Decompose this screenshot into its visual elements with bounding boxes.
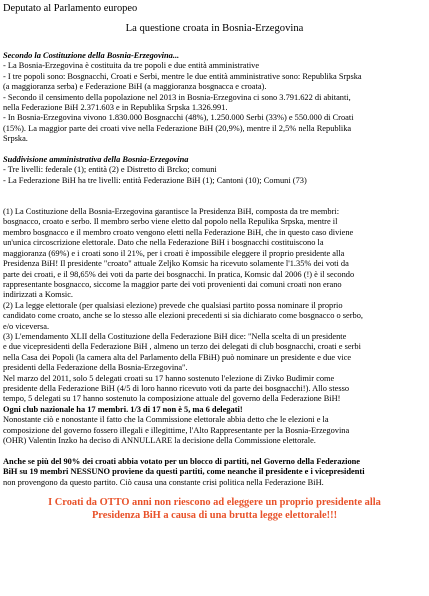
callout-line: I Croati da OTTO anni non riescono ad eleggere un proprio presidente alla xyxy=(48,497,381,509)
p1-line: (1) La Costituzione della Bosnia-Erzegovina garantisce la Presidenza BiH, composta da tre membri: xyxy=(3,207,340,217)
p1-line: Presidenza BiH! Il presidente "croato" attuale Zeljko Komsic ha ricevuto solamente l'1.35% dei voti da xyxy=(3,259,349,269)
p3-line: composizione del governo fossero illegali e illegittime, l'Alto Rappresentante per la Bosnia-Erzegovina xyxy=(3,425,350,435)
p4-line: Anche se più del 90% dei croati abbia votato per un blocco di partiti, nel Governo della Federazione xyxy=(3,456,361,466)
section1-line: - Secondo il censimento della popolazione nel 2013 in Bosnia-Erzegovina ci sono 3.791.622 di abitanti, xyxy=(3,92,351,102)
section1-line: (a maggioranza serba) e Federazione BiH (a maggioranza bosgnacca e croata). xyxy=(3,82,267,92)
section1-line: - La Bosnia-Erzegovina è costituita da tre popoli e due entità amministrative xyxy=(3,61,260,71)
section2-line: - La Federazione BiH ha tre livelli: entità Federazione BiH (1); Cantoni (10); Comuni (73) xyxy=(3,175,307,185)
section1-line: nella Federazione BiH 2.371.603 e in Republika Srpska 1.326.991. xyxy=(3,103,228,113)
p4-line: BiH su 19 membri NESSUNO proviene da questi partiti, come neanche il presidente e i vicepresidenti xyxy=(3,467,365,477)
page-title: La questione croata in Bosnia-Erzegovina xyxy=(125,23,304,34)
section1-heading: Secondo la Costituzione della Bosnia-Erzegovina... xyxy=(3,51,180,60)
section1-line: - In Bosnia-Erzegovina vivono 1.830.000 Bosgnacchi (48%), 1.250.000 Serbi (33%) e 550.000 di Croati xyxy=(3,113,354,123)
p1-line: rappresentante bosgnacco, siccome la maggior parte dei voti provenienti dai comuni croati non erano xyxy=(3,279,342,289)
p1-line: parte dei croati, e il 98,65% dei voti da parte dei bosgnacchi. In pratica, Komsic dal 2006 (!) è il secondo xyxy=(3,269,355,279)
p1-line: indirizzati a Komsic. xyxy=(3,290,74,300)
section1-line: Srpska. xyxy=(3,134,28,144)
p3-line: presidenti della Federazione della Bosnia-Erzegovina". xyxy=(3,363,188,373)
p3-line: tempo, 5 delegati su 17 hanno sostenuto la composizione attuale del governo della Federazione BiH! xyxy=(3,394,341,404)
p4-line: non provengono da questo partito. Ciò causa una constante crisi politica nella Federazione BiH. xyxy=(3,477,324,487)
p3-line: Nonostante ciò e nonostante il fatto che la Commissione elettorale abbia detto che le elezioni e la xyxy=(3,415,329,425)
p1-line: bosgnacco, croato e serbo. Il membro serbo viene eletto dal popolo nella Repulika Srpska, mentre il xyxy=(3,217,338,227)
section2-line: - Tre livelli: federale (1); entità (2) e Distretto di Brcko; comuni xyxy=(3,165,217,175)
callout-line: Presidenza BiH a causa di una brutta legge elettorale!!! xyxy=(91,510,338,522)
p3-line: Ogni club nazionale ha 17 membri. 1/3 di 17 non è 5, ma 6 delegati! xyxy=(3,404,243,414)
p3-line: nella Casa dei Popoli (la camera alta del Parlamento della FBiH) può nominare un presidente e due vice xyxy=(3,352,352,362)
p2-line: (2) La legge elettorale (per qualsiasi elezione) prevede che qualsiasi partito possa nominare il proprio xyxy=(3,300,343,310)
p2-line: e/o viceversa. xyxy=(3,321,50,331)
p3-line: Nel marzo del 2011, solo 5 delegati croati su 17 hanno sostenuto l'elezione di Zivko Budimir come xyxy=(3,373,335,383)
p3-line: e due vicepresidenti della Federazione BiH , almeno un terzo dei delegati di club bosgnacchi, croati e serbi xyxy=(3,342,361,352)
header-text: Deputato al Parlamento europeo xyxy=(3,3,138,14)
callout-text xyxy=(3,496,426,522)
section1-line: (15%). La maggior parte dei croati vive nella Federazione BiH (20,9%), mentre il 2,5% nella Republika xyxy=(3,123,352,133)
p1-line: membro bosgnacco e il membro croato vengono eletti nella Federazione BiH, che in questo caso diviene xyxy=(3,227,354,237)
p3-line: presidente della Federazione BiH (4/5 di loro hanno ricevuto voti da parte dei bosgnacchi!). Allo stesso xyxy=(3,383,350,393)
p2-line: candidato come croato, anche se lo stesso alle elezioni precedenti si sia dichiarato come bosgnacco o serbo, xyxy=(3,311,363,321)
p1-line: un'unica circoscrizione elettorale. Dato che nella Federazione BiH i bosgnacchi costituiscono la xyxy=(3,238,324,248)
p1-line: maggioranza (69%) e i croati sono il 21%, per i croati è impossibile eleggere il proprio presidente alla xyxy=(3,248,345,258)
p3-line: (OHR) Valentin Inzko ha deciso di ANNULLARE la decisione della Commissione elettorale. xyxy=(3,436,316,445)
section1-line: - I tre popoli sono: Bosgnacchi, Croati e Serbi, mentre le due entità amministrative sono: Republika Srpska xyxy=(3,71,362,81)
p3-line: (3) L'emendamento XLII della Costituzione della Federazione BiH dice: "Nella scelta di un presidente xyxy=(3,331,347,341)
section2-heading: Suddivisione amministrativa della Bosnia-Erzegovina xyxy=(3,155,189,165)
